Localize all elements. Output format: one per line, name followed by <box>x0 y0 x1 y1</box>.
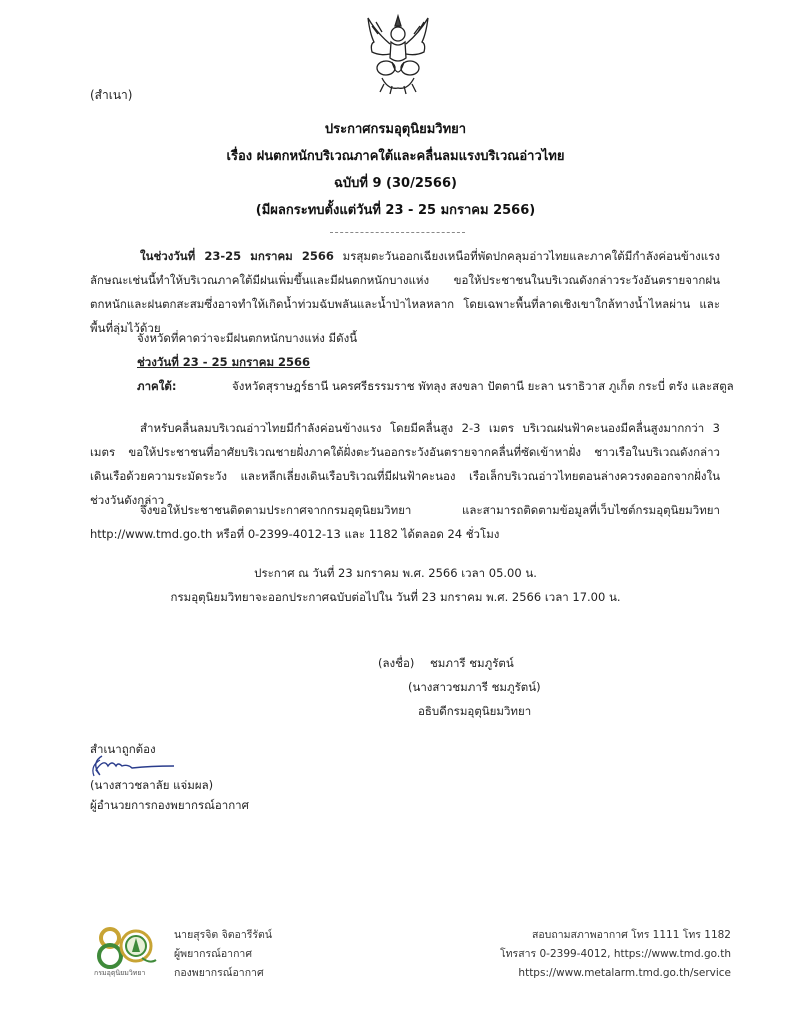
tmd-website-link[interactable]: http://www.tmd.go.th <box>90 527 213 541</box>
intro-text: มรสุมตะวันออกเฉียงเหนือที่พัดปกคลุมอ่าวไทยและภาคใต้มีกำลังค่อนข้างแรง ลักษณะเช่นนี้ทำให้บริเวณภาคใต้มีฝนเพิ่มขึ้นและมีฝนตกหนักบางแห่ง ขอให้ประชาชนในบริเวณดังกล่าวระวังอันตรายจากฝนตกหนักและฝนตกสะสมซึ่งอาจทำให้เกิดน้ำท่วมฉับพลันและน้ำป่าไหลหลาก โดยเฉพาะพื้นที่ลาดเชิงเขาใกล้ทางน้ำไหลผ่าน และพื้นที่ลุ่มไว้ด้วย <box>90 249 720 335</box>
region-province-list: จังหวัดสุราษฎร์ธานี นครศรีธรรมราช พัทลุง สงขลา ปัตตานี ยะลา นราธิวาส ภูเก็ต กระบี่ ตรัง และสตูล <box>232 379 734 393</box>
provinces-period-label: ช่วงวันที่ 23 - 25 มกราคม 2566 <box>137 355 311 369</box>
announcement-effective-period: (มีผลกระทบตั้งแต่วันที่ 23 - 25 มกราคม 2566) <box>255 203 536 218</box>
garuda-emblem-icon <box>362 12 434 96</box>
announcement-issue-number: ฉบับที่ 9 (30/2566) <box>334 176 457 191</box>
intro-paragraph <box>90 244 720 340</box>
copy-label: (สำเนา) <box>90 88 133 102</box>
announced-at: ประกาศ ณ วันที่ 23 มกราคม พ.ศ. 2566 เวลา 05.00 น. <box>254 566 537 580</box>
certified-copy-label: สำเนาถูกต้อง <box>90 742 156 756</box>
forecaster-role: ผู้พยากรณ์อากาศ <box>174 948 252 960</box>
announcement-subject: เรื่อง ฝนตกหนักบริเวณภาคใต้และคลื่นลมแรงบริเวณอ่าวไทย <box>226 149 565 164</box>
forecaster-name: นายสุรจิต จิตอารีรัตน์ <box>174 929 273 941</box>
waves-paragraph: สำหรับคลื่นลมบริเวณอ่าวไทยมีกำลังค่อนข้างแรง โดยมีคลื่นสูง 2-3 เมตร บริเวณฝนฟ้าคะนองมีคลื่นสูงมากกว่า 3 เมตร ขอให้ประชาชนที่อาศัยบริเวณชายฝั่งภาคใต้ฝั่งตะวันออกระวังอันตรายจากคลื่นที่ซัดเข้าหาฝั่ง ชาวเรือในบริเวณดังกล่าวเดินเรือด้วยความระมัดระวัง และหลีกเลี่ยงเดินเรือบริเวณที่มีฝนฟ้าคะนอง เรือเล็กบริเวณอ่าวไทยตอนล่างควรงดออกจากฝั่งในช่วงวันดังกล่าว <box>90 421 720 507</box>
signed-name: ชมภารี ชมภูรัตน์ <box>430 656 514 670</box>
follow-up-paragraph <box>90 498 720 546</box>
contact-block <box>500 926 731 983</box>
announcement-org-title: ประกาศกรมอุตุนิยมวิทยา <box>324 122 467 137</box>
metalarm-service-link[interactable]: https://www.metalarm.tmd.go.th/service <box>518 967 731 979</box>
signer-position: อธิบดีกรมอุตุนิยมวิทยา <box>418 704 532 718</box>
header-divider <box>330 232 465 233</box>
tmd-logo-caption: กรมอุตุนิยมวิทยา <box>94 969 146 977</box>
handwritten-signature-icon <box>88 752 178 780</box>
intro-bold-lead: ในช่วงวันที่ 23-25 มกราคม 2566 <box>140 249 334 263</box>
certifier-name: (นางสาวชลาลัย แจ่มผล) <box>90 778 214 792</box>
forecaster-block <box>174 926 272 983</box>
contact-phone: สอบถามสภาพอากาศ โทร 1111 โทร 1182 <box>531 929 731 941</box>
signer-full-name: (นางสาวชมภารี ชมภูรัตน์) <box>408 680 541 694</box>
follow-up-line1: จึงขอให้ประชาชนติดตามประกาศจากกรมอุตุนิยมวิทยา และสามารถติดตามข้อมูลที่เว็บไซต์กรมอุตุนิยมวิทยา <box>140 503 720 517</box>
next-issue-notice: กรมอุตุนิยมวิทยาจะออกประกาศฉบับต่อไปใน วันที่ 23 มกราคม พ.ศ. 2566 เวลา 17.00 น. <box>170 590 621 604</box>
region-label-south: ภาคใต้: <box>137 379 177 393</box>
provinces-intro: จังหวัดที่คาดว่าจะมีฝนตกหนักบางแห่ง มีดังนี้ <box>137 331 358 345</box>
contact-fax-website[interactable]: โทรสาร 0-2399-4012, https://www.tmd.go.th <box>500 948 731 960</box>
forecaster-division: กองพยากรณ์อากาศ <box>174 967 264 979</box>
follow-up-contact: หรือที่ 0-2399-4012-13 และ 1182 ได้ตลอด 24 ชั่วโมง <box>212 527 500 541</box>
tmd-80th-anniversary-logo-icon <box>92 924 162 984</box>
certifier-position: ผู้อำนวยการกองพยากรณ์อากาศ <box>90 798 249 812</box>
signed-label: (ลงชื่อ) <box>378 656 415 670</box>
